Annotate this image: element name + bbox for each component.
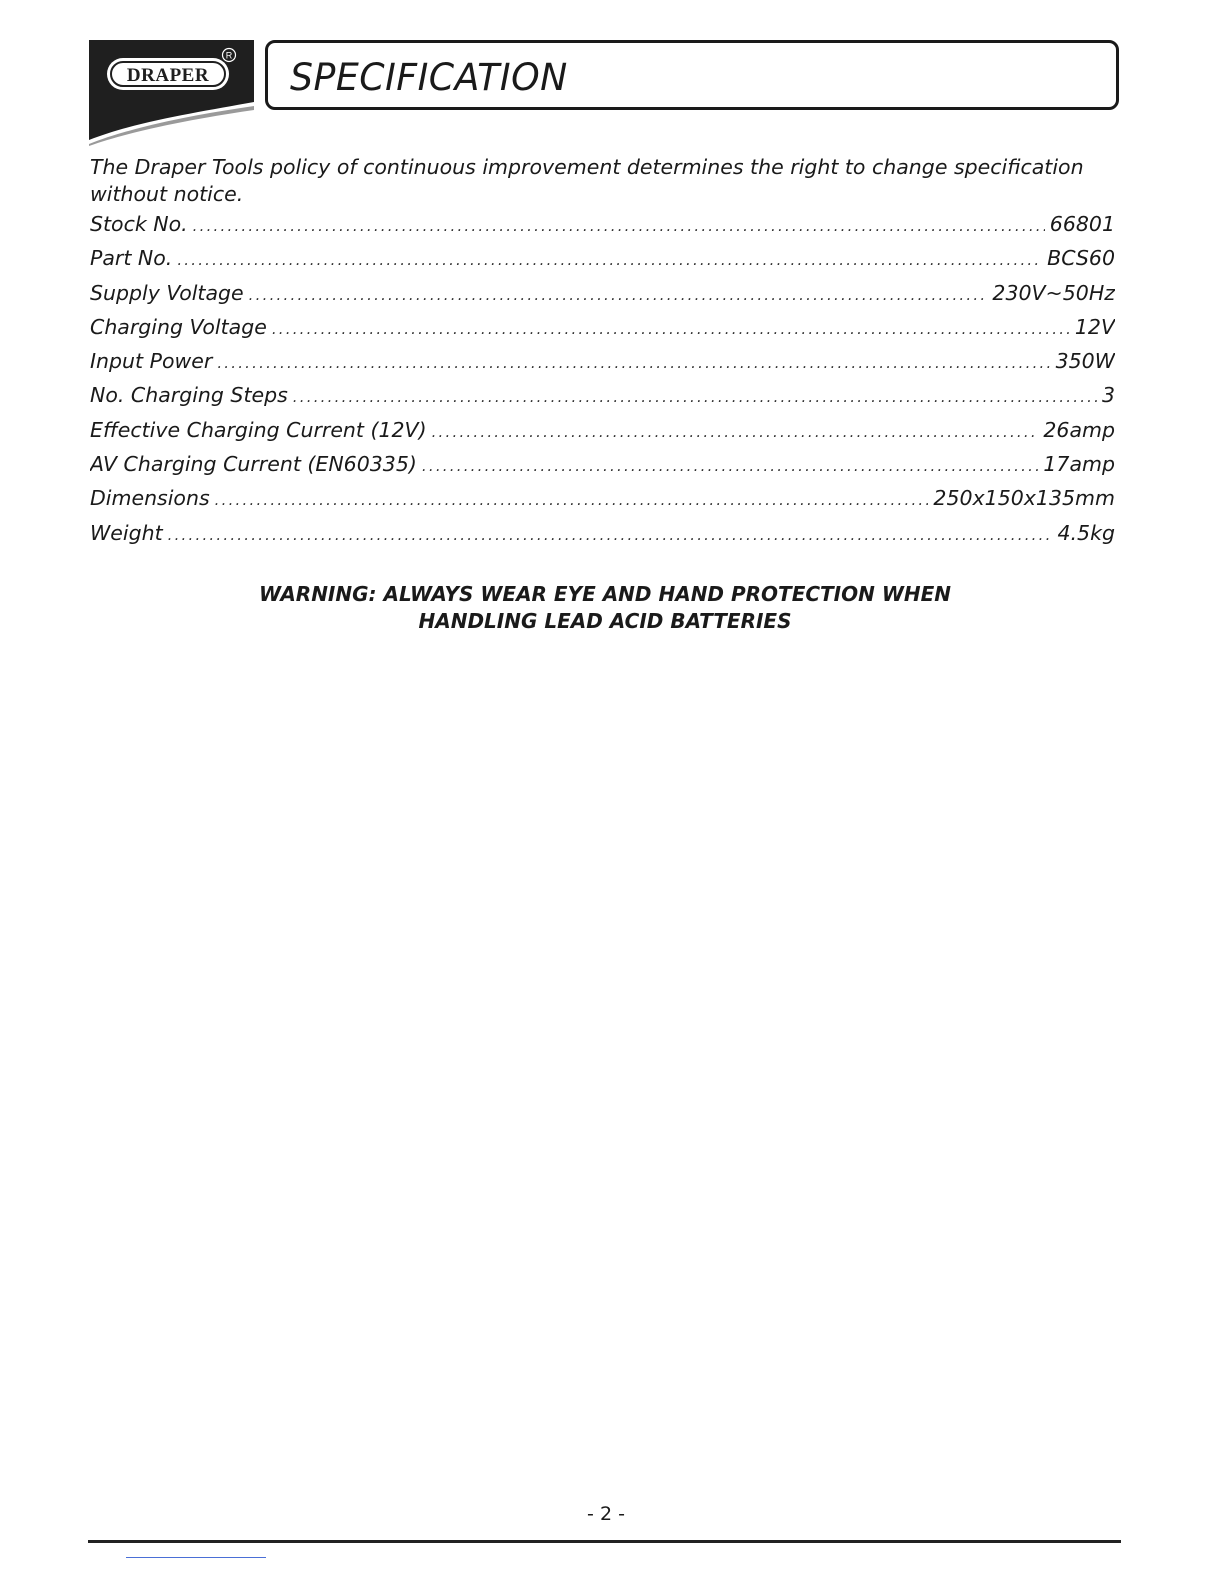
- spec-row-dimensions: [90, 486, 1115, 520]
- dot-leader: [249, 286, 988, 304]
- spec-label: Effective Charging Current (12V): [90, 417, 427, 442]
- dot-leader: [217, 354, 1050, 372]
- dot-leader: [177, 251, 1042, 269]
- spec-value: 12V: [1074, 314, 1115, 339]
- spec-label: Weight: [90, 520, 163, 545]
- spec-label: Input Power: [90, 349, 213, 374]
- spec-value: 250x150x135mm: [933, 486, 1115, 511]
- spec-label: Charging Voltage: [90, 314, 267, 339]
- dot-leader: [293, 388, 1097, 406]
- warning-notice: [90, 581, 1120, 635]
- spec-label: Part No.: [90, 246, 173, 271]
- dot-leader: [168, 526, 1053, 544]
- intro-text: The Draper Tools policy of continuous improvement determines the right to change specification without notice.: [90, 155, 1084, 206]
- spec-label: Stock No.: [90, 212, 188, 236]
- spec-row-input-power: [90, 349, 1115, 383]
- page-number: - 2 -: [587, 1503, 625, 1525]
- spec-row-supply-voltage: [90, 281, 1115, 315]
- spec-value: 350W: [1055, 349, 1115, 374]
- spec-value: BCS60: [1047, 246, 1115, 271]
- spec-row-charging-steps: [90, 383, 1115, 417]
- draper-logo: [89, 40, 254, 146]
- dot-leader: [215, 491, 929, 509]
- spec-row-charging-voltage: [90, 315, 1115, 349]
- spec-label: AV Charging Current (EN60335): [90, 452, 417, 477]
- spec-row-stock-no: [90, 212, 1115, 246]
- spec-value: 230V~50Hz: [992, 280, 1115, 305]
- spec-value: 3: [1101, 383, 1115, 408]
- footer-link-underline: [126, 1557, 266, 1558]
- title-box: [265, 40, 1119, 110]
- spec-row-effective-current: [90, 418, 1115, 452]
- spec-row-av-current: [90, 452, 1115, 486]
- spec-row-part-no: [90, 246, 1115, 280]
- dot-leader: [432, 423, 1039, 441]
- page-title: SPECIFICATION: [290, 56, 568, 99]
- dot-leader: [422, 457, 1038, 475]
- warning-line-2: HANDLING LEAD ACID BATTERIES: [418, 609, 792, 633]
- brand-name: DRAPER: [126, 65, 210, 86]
- spec-list: [90, 212, 1115, 555]
- spec-value: 26amp: [1043, 417, 1115, 442]
- spec-value: 66801: [1049, 212, 1115, 236]
- warning-line-1: WARNING: ALWAYS WEAR EYE AND HAND PROTECTION WHEN: [258, 582, 952, 606]
- spec-value: 4.5kg: [1057, 520, 1115, 545]
- footer-divider: [88, 1540, 1121, 1543]
- spec-label: Supply Voltage: [90, 280, 244, 305]
- spec-row-weight: [90, 521, 1115, 555]
- dot-leader: [193, 217, 1045, 235]
- registered-mark: R: [225, 50, 233, 61]
- spec-value: 17amp: [1043, 452, 1115, 477]
- dot-leader: [272, 320, 1070, 338]
- spec-label: No. Charging Steps: [90, 383, 288, 408]
- spec-label: Dimensions: [90, 486, 210, 511]
